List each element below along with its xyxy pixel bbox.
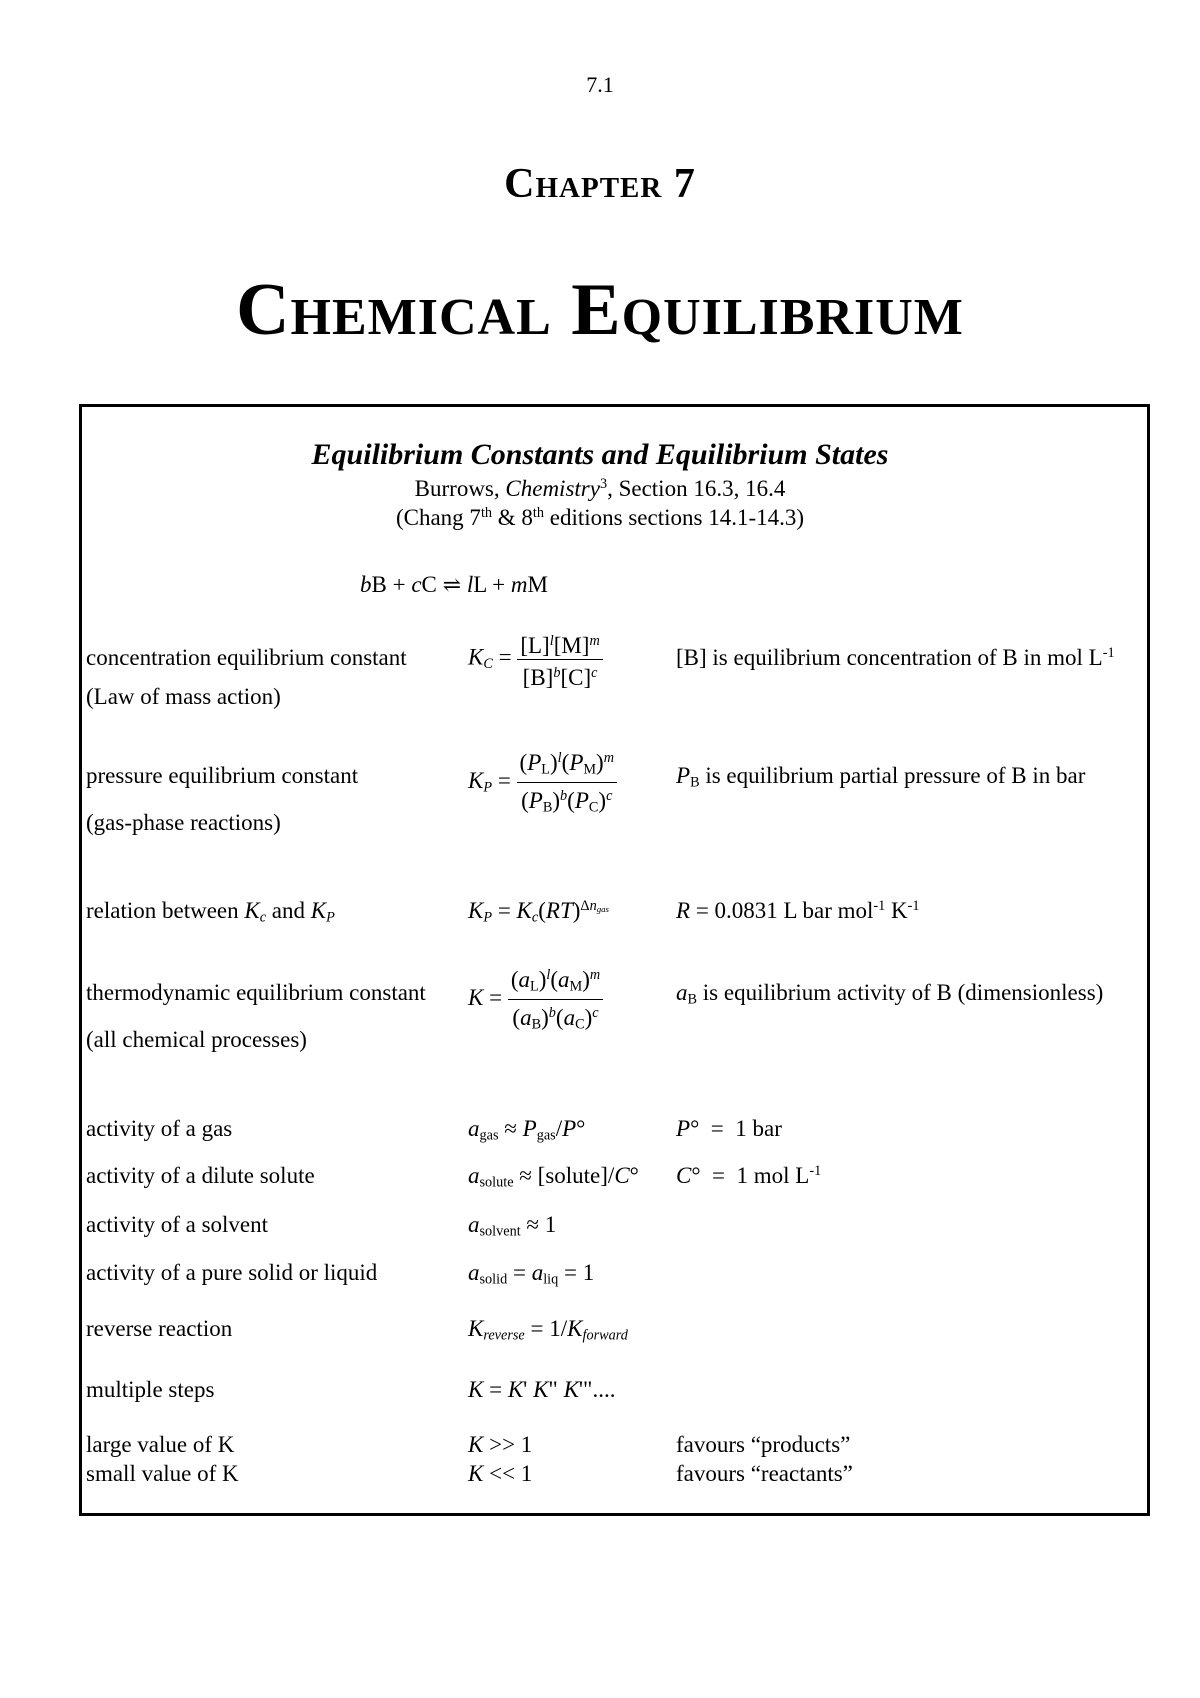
source-line-chang: (Chang 7th & 8th editions sections 14.1-14.3): [395, 505, 805, 530]
equation-multiple-steps: K = K' K" K'"....: [468, 1377, 616, 1402]
equation-reverse: $K_{reverse} = 1/K_{forward}$: [468, 1316, 628, 1344]
row-label-pressure: pressure equilibrium constant: [86, 763, 359, 788]
chapter-label: Chapter 7: [504, 161, 696, 207]
row-label-concentration: concentration equilibrium constant: [86, 645, 407, 670]
note-standard-concentration: C° = 1 mol $L^{-1}$: [676, 1163, 822, 1188]
reaction-equation: bB + cC ⇌ lL + mM: [360, 572, 548, 597]
row-label-multiple-steps: multiple steps: [86, 1377, 215, 1402]
equation-k-thermo: K = $\frac{(a_L)^l(a_M)^m}{(a_B)^b(a_C)^c}$: [468, 962, 603, 1038]
row-label-activity-solvent: activity of a solvent: [86, 1212, 269, 1237]
note-favours-products: favours “products”: [676, 1432, 851, 1457]
note-favours-reactants: favours “reactants”: [676, 1461, 853, 1486]
row-label-small-k: small value of K: [86, 1461, 239, 1486]
page-number: 7.1: [586, 72, 614, 97]
source-book-edition: 3: [599, 476, 608, 493]
row-label-relation: relation between $K_c$ and $K_P$: [86, 898, 335, 926]
note-kp: $P_B$ is equilibrium partial pressure of B in bar: [676, 763, 1086, 791]
row-label-thermodynamic: thermodynamic equilibrium constant: [86, 980, 426, 1005]
source-line-burrows: [0, 476, 1200, 502]
equation-large-k: K >> 1: [468, 1432, 533, 1457]
equation-kp: $K_P$ = $\frac{(P_L)^l(P_M)^m}{(P_B)^b(P_C)^c}$: [468, 745, 617, 821]
row-label-activity-gas: activity of a gas: [86, 1116, 233, 1141]
equation-activity-solid: $a_{solid} = a_{liq} = 1$: [468, 1260, 595, 1288]
row-sublabel-all-processes: (all chemical processes): [86, 1027, 307, 1052]
equation-activity-solute: $a_{solute}$ ≈ [solute]/C°: [468, 1163, 639, 1191]
source-suffix: , Section 16.3, 16.4: [607, 476, 786, 501]
equation-small-k: K << 1: [468, 1461, 533, 1486]
note-kc: [B] is equilibrium concentration of B in mol $L^{-1}$: [676, 645, 1115, 670]
box-heading: Equilibrium Constants and Equilibrium States: [311, 438, 889, 471]
source-book: Chemistry: [505, 476, 600, 501]
row-label-large-k: large value of K: [86, 1432, 235, 1457]
note-standard-pressure: P° = 1 bar: [676, 1116, 782, 1141]
equation-activity-solvent: $a_{solvent} \approx 1$: [468, 1212, 557, 1240]
chapter-title: Chemical Equilibrium: [236, 269, 964, 351]
row-label-reverse: reverse reaction: [86, 1316, 233, 1341]
row-label-activity-solid: activity of a pure solid or liquid: [86, 1260, 378, 1285]
equation-activity-gas: $a_{gas} \approx P_{gas}/P^\circ$: [468, 1116, 586, 1144]
note-gas-constant: R = 0.0831 L bar mol$^{-1}$ $K^{-1}$: [676, 898, 920, 923]
equation-kc: $K_C$ = $\frac{[L]^l[M]^m}{[B]^b[C]^c}$: [468, 628, 603, 691]
row-sublabel-law-of-mass-action: (Law of mass action): [86, 684, 281, 709]
note-activity: $a_B$ is equilibrium activity of B (dimensionless): [676, 980, 1104, 1008]
source-prefix: Burrows,: [414, 476, 506, 501]
row-sublabel-gas-phase: (gas-phase reactions): [86, 810, 281, 835]
equation-kp-kc: $K_P = K_c(RT)^{\Delta n_{gas}}$: [468, 898, 609, 926]
row-label-activity-solute: activity of a dilute solute: [86, 1163, 315, 1188]
summary-box: [79, 404, 1150, 1516]
